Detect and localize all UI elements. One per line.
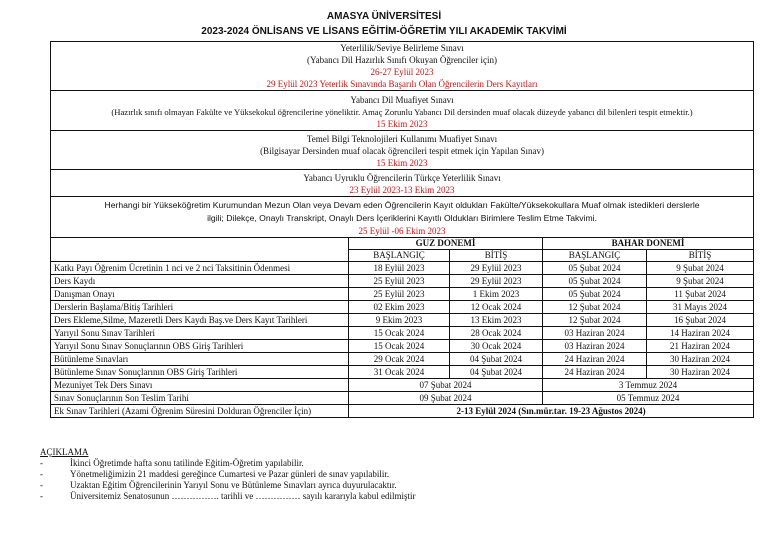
guz-start: 9 Ekim 2023 [349,314,450,327]
academic-calendar-table [50,41,754,418]
schedule-row [51,275,754,288]
guz-end: 1 Ekim 2023 [450,288,543,301]
row-label: Danışman Onayı [51,288,349,301]
row-label: Katkı Payı Öğrenim Ücretinin 1 nci ve 2 nci Taksitinin Ödenmesi [51,262,349,275]
bahar-end-header: BİTİŞ [647,250,754,262]
notes-list [40,458,415,502]
calendar-title: 2023-2024 ÖNLİSANS VE LİSANS EĞİTİM-ÖĞRETİM YILI AKADEMİK TAKVİMİ [201,26,567,37]
note-text: İkinci Öğretimde hafta sonu tatilinde Eğitim-Öğretim yapılabilir. [70,458,304,468]
yeterlilik-section [51,42,754,91]
muafiyet-title: Yabancı Dil Muafiyet Sınavı [350,95,454,105]
bullet-dash: - [40,491,43,501]
university-name: AMASYA ÜNİVERSİTESİ [326,11,442,22]
row-label: Bütünleme Sınav Sonuçlarının OBS Giriş Tarihleri [51,366,349,379]
sonuclar-bahar: 05 Temmuz 2024 [543,392,754,405]
bahar-end: 30 Haziran 2024 [647,366,754,379]
sonuclar-row [51,392,754,405]
sonuclar-guz: 09 Şubat 2024 [349,392,543,405]
bahar-end: 31 Mayıs 2024 [647,301,754,314]
guz-end: 30 Ocak 2024 [450,340,543,353]
guz-end: 29 Eylül 2023 [450,275,543,288]
note-item [40,491,415,502]
bahar-start: 24 Haziran 2024 [543,353,647,366]
schedule-row [51,353,754,366]
turkce-date: 23 Eylül 2023-13 Ekim 2023 [349,185,455,195]
row-label: Ders Ekleme,Silme, Mazeretli Ders Kaydı Baş.ve Ders Kayıt Tarihleri [51,314,349,327]
bahar-start-header: BAŞLANGIÇ [543,250,647,262]
ek-sinav-row [51,405,754,418]
bahar-start: 05 Şubat 2024 [543,288,647,301]
guz-end: 04 Şubat 2024 [450,353,543,366]
guz-start: 15 Ocak 2024 [349,340,450,353]
guz-start: 31 Ocak 2024 [349,366,450,379]
bahar-start: 12 Şubat 2024 [543,314,647,327]
yatay-gecis-section [51,197,754,238]
yeterlilik-note: 29 Eylül 2023 Yeterlik Sınavında Başarılı Olan Öğrencilerin Ders Kayıtları [266,79,538,89]
notes-heading: AÇIKLAMA [40,447,89,457]
bahar-header: BAHAR DONEMİ [543,238,754,250]
bahar-end: 14 Haziran 2024 [647,327,754,340]
note-item [40,480,415,491]
mezuniyet-label: Mezuniyet Tek Ders Sınavı [51,379,349,392]
guz-start-header: BAŞLANGIÇ [349,250,450,262]
bahar-start: 05 Şubat 2024 [543,262,647,275]
temel-bilgi-subtitle: (Bilgisayar Dersinden muaf olacak öğrencileri tespit etmek için Yapılan Sınav) [260,146,544,156]
schedule-row [51,366,754,379]
yeterlilik-date: 26-27 Eylül 2023 [370,67,434,77]
yatay-date: 25 Eylül -06 Ekim 2023 [358,226,446,236]
ek-sinav-value: 2-13 Eylül 2024 (Sın.mür.tar. 19-23 Ağustos 2024) [349,405,754,418]
guz-start: 29 Ocak 2024 [349,353,450,366]
notes-section [40,447,415,502]
bahar-start: 24 Haziran 2024 [543,366,647,379]
bahar-end: 21 Haziran 2024 [647,340,754,353]
guz-start: 25 Eylül 2023 [349,288,450,301]
guz-start: 25 Eylül 2023 [349,275,450,288]
mezuniyet-guz: 07 Şubat 2024 [349,379,543,392]
semester-header-row [51,238,754,250]
temel-bilgi-title: Temel Bilgi Teknolojileri Kullanımı Muafiyet Sınavı [306,134,498,144]
yatay-line-1: Herhangi bir Yükseköğretim Kurumundan Mezun Olan veya Devam eden Öğrencilerin Kayıt oldukları Fakülte/Yüksekokullara Muaf olmak istedikleri derslerle [104,200,700,210]
guz-start: 18 Eylül 2023 [349,262,450,275]
schedule-row [51,340,754,353]
schedule-rows [51,262,754,379]
guz-end: 13 Ekim 2023 [450,314,543,327]
schedule-row [51,327,754,340]
ek-sinav-label: Ek Sınav Tarihleri (Azami Öğrenim Süresini Dolduran Öğrenciler İçin) [51,405,349,418]
guz-start: 15 Ocak 2024 [349,327,450,340]
bahar-end: 9 Şubat 2024 [647,262,754,275]
muafiyet-date: 15 Ekim 2023 [376,119,428,129]
bullet-dash: - [40,469,43,479]
note-item [40,458,415,469]
yeterlilik-title: Yeterlilik/Seviye Belirleme Sınavı [340,43,464,53]
temel-bilgi-section [51,131,754,170]
bahar-end: 30 Haziran 2024 [647,353,754,366]
mezuniyet-row [51,379,754,392]
guz-end: 28 Ocak 2024 [450,327,543,340]
bullet-dash: - [40,480,43,490]
schedule-row [51,262,754,275]
guz-end: 12 Ocak 2024 [450,301,543,314]
schedule-row [51,314,754,327]
bahar-start: 03 Haziran 2024 [543,340,647,353]
temel-bilgi-date: 15 Ekim 2023 [376,158,428,168]
bahar-end: 16 Şubat 2024 [647,314,754,327]
note-text: Üniversitemiz Senatosunun ……………. tarihli ve …………… sayılı kararıyla kabul edilmiştir [70,491,416,501]
bahar-start: 05 Şubat 2024 [543,275,647,288]
muafiyet-section [51,91,754,131]
schedule-row [51,288,754,301]
yatay-line-2: ilgili; Dilekçe, Onaylı Transkript, Onaylı Ders İçeriklerini Kayıtlı Oldukları Birimlere Teslim Etme Takvimi. [207,213,597,223]
row-label: Yarıyıl Sonu Sınav Tarihleri [51,327,349,340]
guz-start: 02 Ekim 2023 [349,301,450,314]
mezuniyet-bahar: 3 Temmuz 2024 [543,379,754,392]
bahar-end: 11 Şubat 2024 [647,288,754,301]
note-text: Uzaktan Eğitim Öğrencilerinin Yarıyıl Sonu ve Bütünleme Sınavları ayrıca duyurulacaktır. [70,480,397,490]
muafiyet-subtitle: (Hazırlık sınıfı olmayan Fakülte ve Yüksekokul öğrencilerine yöneliktir. Amaç Zorunlu Yabancı Dil dersinden muaf olacak düzeyde yabancı dil bilenleri tespit etmektir.) [111,107,693,117]
guz-end: 29 Eylül 2023 [450,262,543,275]
guz-end: 04 Şubat 2024 [450,366,543,379]
bahar-start: 12 Şubat 2024 [543,301,647,314]
row-label: Derslerin Başlama/Bitiş Tarihleri [51,301,349,314]
turkce-title: Yabancı Uyruklu Öğrencilerin Türkçe Yeterlilik Sınavı [303,173,501,183]
guz-end-header: BİTİŞ [450,250,543,262]
guz-header: GUZ DONEMİ [349,238,543,250]
note-text: Yönetmeliğimizin 21 maddesi gereğince Cumartesi ve Pazar günleri de sınav yapılabilir. [70,469,390,479]
bahar-end: 9 Şubat 2024 [647,275,754,288]
row-label: Bütünleme Sınavları [51,353,349,366]
bahar-start: 03 Haziran 2024 [543,327,647,340]
schedule-row [51,301,754,314]
turkce-section [51,170,754,197]
row-label: Ders Kaydı [51,275,349,288]
yeterlilik-subtitle: (Yabancı Dil Hazırlık Sınıfı Okuyan Öğrenciler için) [307,55,498,65]
row-label: Yarıyıl Sonu Sınav Sonuçlarının OBS Giriş Tarihleri [51,340,349,353]
sonuclar-label: Sınav Sonuçlarının Son Teslim Tarihi [51,392,349,405]
bullet-dash: - [40,458,43,468]
note-item [40,469,415,480]
